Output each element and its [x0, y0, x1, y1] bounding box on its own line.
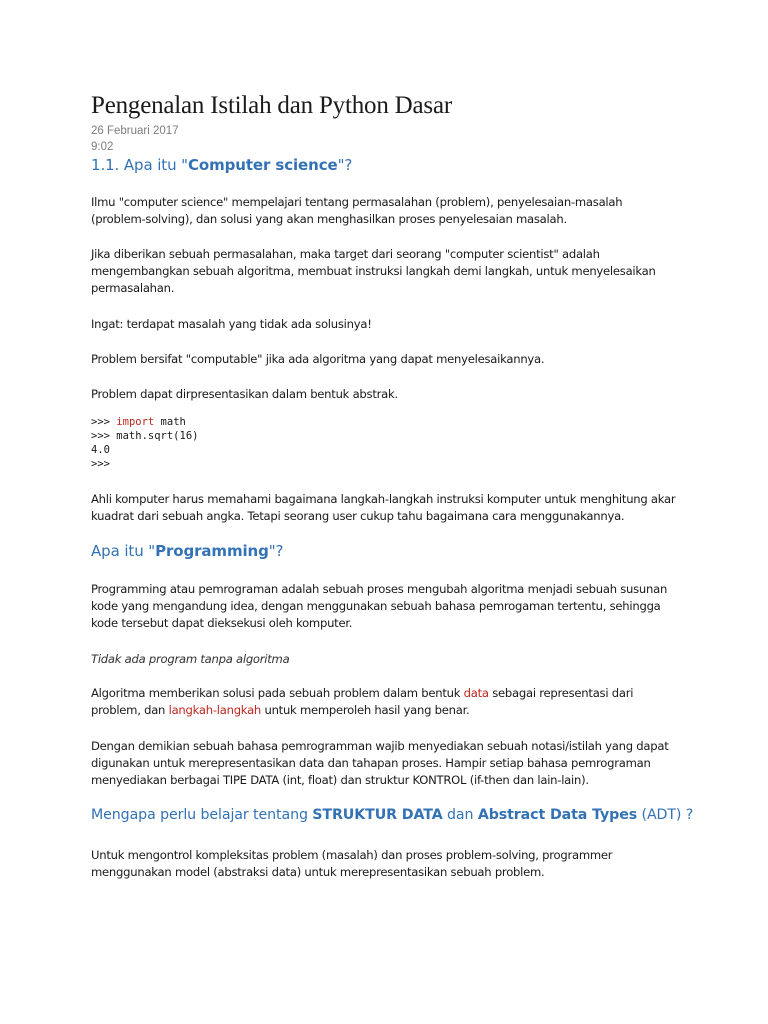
text-line: Programming atau pemrograman adalah sebuah proses mengubah algoritma menjadi sebuah susunan [91, 582, 668, 596]
text-line: kuadrat dari sebuah angka. Tetapi seorang user cukup tahu bagaimana cara menggunakannya. [91, 509, 625, 523]
section1-paragraph-3 [91, 316, 372, 333]
text-line: menyediakan berbagai TIPE DATA (int, float) dan struktur KONTROL (if-then dan lain-lain). [91, 773, 589, 787]
text-line: Ahli komputer harus memahami bagaimana langkah-langkah instruksi komputer untuk menghitung akar [91, 492, 676, 506]
section2-heading [91, 542, 283, 560]
highlight-data: data [463, 686, 489, 700]
section2-heading-prefix: Apa itu " [91, 542, 156, 560]
highlight-langkah: langkah-langkah [168, 703, 262, 717]
section1-heading-prefix: 1.1. Apa itu " [91, 156, 188, 174]
section2-heading-bold: Programming [155, 542, 269, 560]
section2-paragraph-2 [91, 685, 633, 719]
text-line: kode tersebut dapat dieksekusi oleh komputer. [91, 616, 353, 630]
section2-paragraph-3 [91, 738, 669, 789]
code-line: >>> [91, 458, 110, 470]
code-block [91, 415, 198, 471]
code-prompt: >>> [91, 416, 117, 428]
text-span: untuk memperoleh hasil yang benar. [261, 703, 470, 717]
text-span: sebagai representasi dari [488, 686, 634, 700]
section3-heading-a: Mengapa perlu belajar tentang [91, 807, 313, 823]
code-line: >>> math.sqrt(16) [91, 430, 199, 442]
text-span: Algoritma memberikan solusi pada sebuah problem dalam bentuk [91, 686, 464, 700]
code-line: 4.0 [91, 444, 110, 456]
section1-paragraph-2 [91, 246, 656, 297]
section1-paragraph-1 [91, 194, 622, 228]
text-line: (problem-solving), dan solusi yang akan menghasilkan proses penyelesaian masalah. [91, 212, 567, 226]
text-line: mengembangkan sebuah algoritma, membuat instruksi langkah demi langkah, untuk menyelesaikan [91, 264, 656, 278]
page-date: 26 Februari 2017 [91, 125, 179, 137]
italic-note: Tidak ada program tanpa algoritma [91, 652, 290, 666]
page-time: 9:02 [91, 141, 114, 153]
text-line: menggunakan model (abstraksi data) untuk merepresentasikan sebuah problem. [91, 865, 545, 879]
section1-paragraph-5 [91, 386, 398, 403]
text-line [91, 685, 633, 702]
text-line: permasalahan. [91, 281, 175, 295]
text-line: kode yang mengandung idea, dengan menggunakan sebuah bahasa pemrogaman tertentu, sehingga [91, 599, 661, 613]
section1-heading-suffix: "? [337, 156, 353, 174]
text-line: Ilmu "computer science" mempelajari tentang permasalahan (problem), penyelesaian-masalah [91, 195, 623, 209]
text-line: Untuk mengontrol kompleksitas problem (masalah) dan proses problem-solving, programmer [91, 848, 613, 862]
section1-paragraph-6 [91, 491, 675, 525]
section1-paragraph-4 [91, 351, 544, 368]
text-line: Problem dapat dirpresentasikan dalam bentuk abstrak. [91, 387, 398, 401]
text-line [91, 702, 633, 719]
page-title: Pengenalan Istilah dan Python Dasar [91, 92, 452, 119]
text-line: Jika diberikan sebuah permasalahan, maka target dari seorang "computer scientist" adalah [91, 247, 600, 261]
section3-heading-bold1: STRUKTUR DATA [312, 807, 443, 823]
text-line: Problem bersifat "computable" jika ada algoritma yang dapat menyelesaikannya. [91, 352, 545, 366]
section2-paragraph-1 [91, 581, 667, 632]
section3-heading-c: (ADT) ? [637, 807, 694, 823]
text-line: Dengan demikian sebuah bahasa pemrogramman wajib menyediakan sebuah notasi/istilah yang dapat [91, 739, 669, 753]
section1-heading-bold: Computer science [187, 156, 338, 174]
section3-heading-bold2: Abstract Data Types [477, 807, 638, 823]
section3-heading [91, 807, 693, 823]
section2-heading-suffix: "? [268, 542, 284, 560]
section3-heading-b: dan [442, 807, 478, 823]
text-span: problem, dan [91, 703, 169, 717]
code-line [91, 415, 198, 429]
code-keyword: import [116, 416, 155, 428]
section1-heading [91, 156, 352, 174]
text-line: digunakan untuk merepresentasikan data dan tahapan proses. Hampir setiap bahasa pemrograman [91, 756, 651, 770]
code-text: math [154, 416, 186, 428]
text-line: Ingat: terdapat masalah yang tidak ada solusinya! [91, 317, 372, 331]
section3-paragraph-1 [91, 847, 612, 881]
